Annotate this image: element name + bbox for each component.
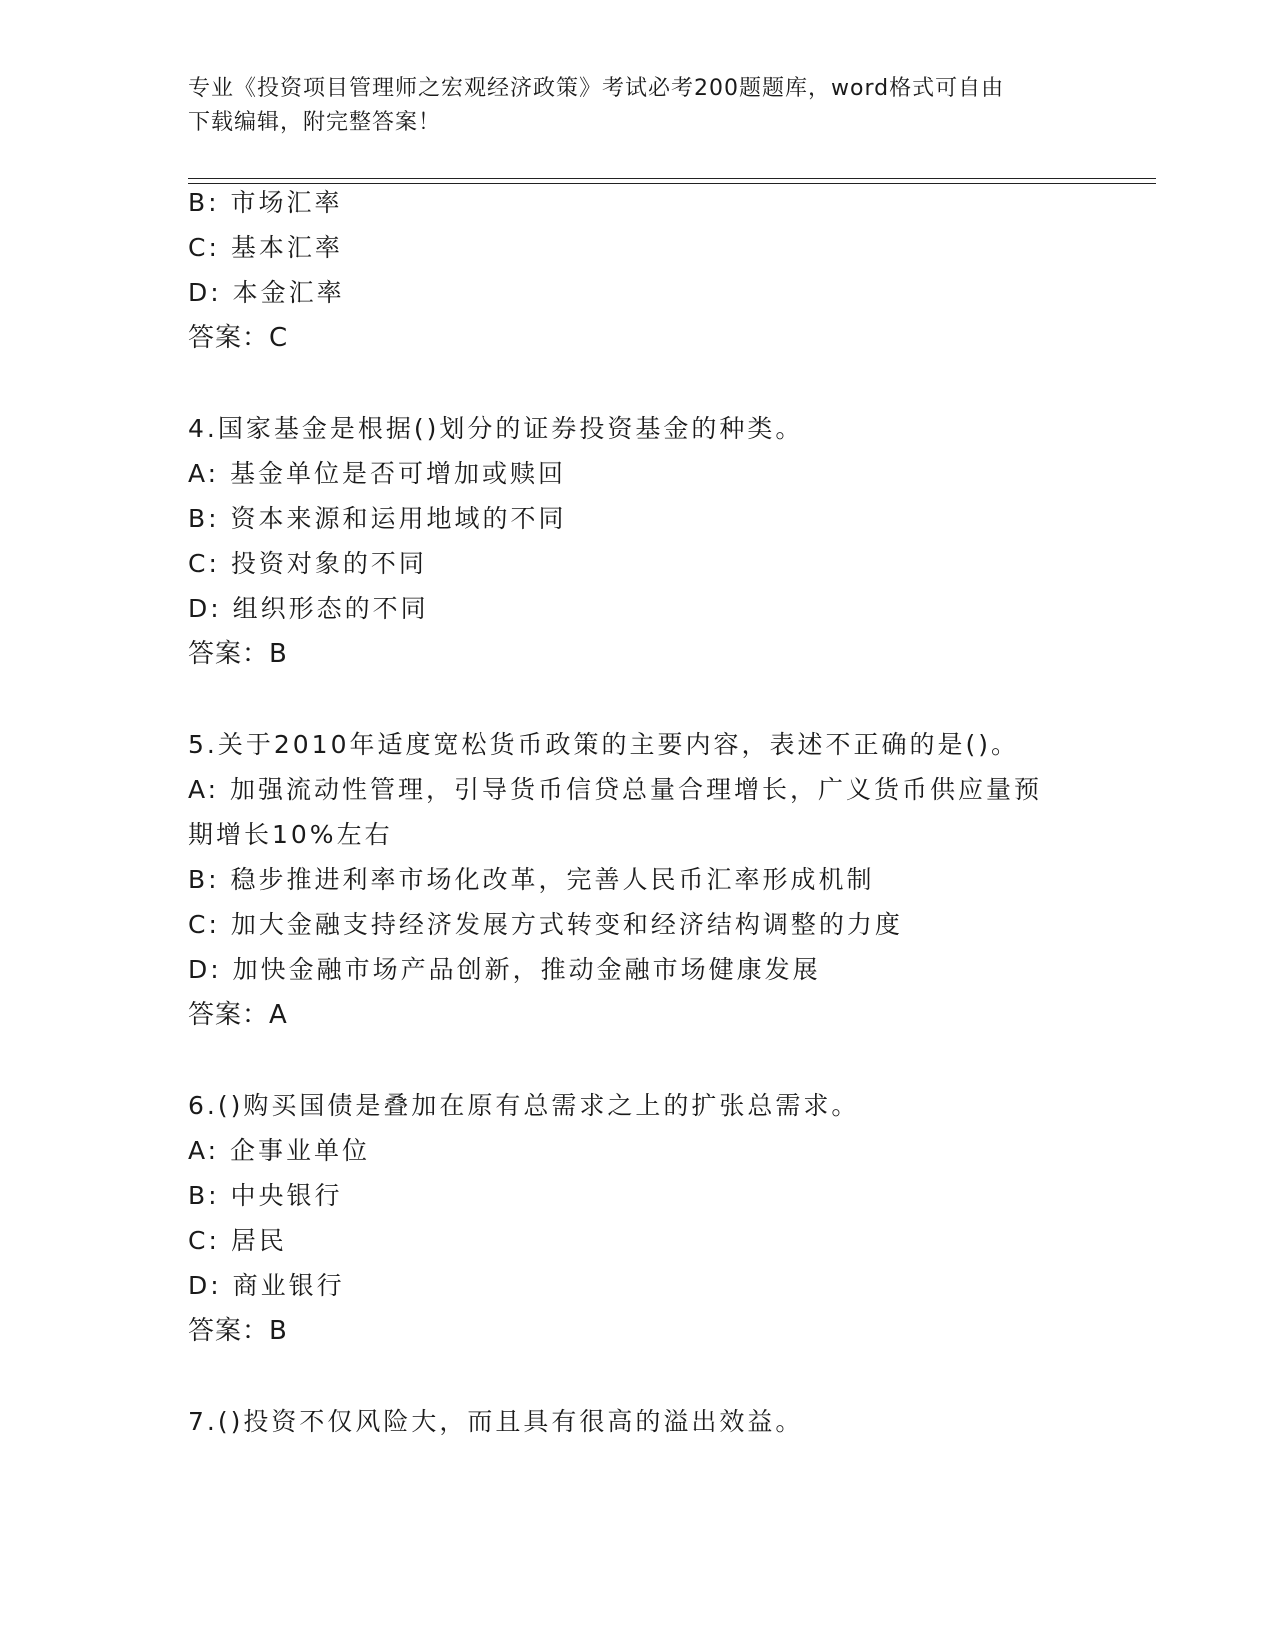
q5-option-a-line-2: 期增长10%左右	[188, 820, 393, 849]
q4-option-d: D: 组织形态的不同	[188, 594, 429, 623]
header-rule-bottom	[188, 183, 1156, 184]
header-title-line-2: 下载编辑，附完整答案！	[188, 110, 442, 135]
q6-answer: 答案：B	[188, 1316, 288, 1346]
q4-option-a: A: 基金单位是否可增加或赎回	[188, 459, 567, 488]
q6-option-b: B: 中央银行	[188, 1181, 343, 1210]
q4-option-b: B: 资本来源和运用地域的不同	[188, 504, 567, 533]
q6-option-c: C: 居民	[188, 1226, 287, 1255]
q7-question: 7.()投资不仅风险大，而且具有很高的溢出效益。	[188, 1407, 804, 1436]
q6-option-d: D: 商业银行	[188, 1271, 345, 1300]
q6-question: 6.()购买国债是叠加在原有总需求之上的扩张总需求。	[188, 1091, 860, 1120]
q3-option-b: B: 市场汇率	[188, 188, 343, 217]
q5-option-c: C: 加大金融支持经济发展方式转变和经济结构调整的力度	[188, 910, 903, 939]
header-rule-top	[188, 178, 1156, 179]
document-header	[188, 72, 1088, 140]
header-title-line-1: 专业《投资项目管理师之宏观经济政策》考试必考200题题库，word格式可自由	[188, 76, 1005, 101]
q4-answer: 答案：B	[188, 639, 288, 669]
q5-answer: 答案：A	[188, 1000, 288, 1030]
q5-option-a-line-1: A: 加强流动性管理，引导货币信贷总量合理增长，广义货币供应量预	[188, 775, 1043, 804]
q4-question: 4.国家基金是根据()划分的证券投资基金的种类。	[188, 414, 804, 443]
q3-answer: 答案：C	[188, 323, 289, 353]
q5-question: 5.关于2010年适度宽松货币政策的主要内容，表述不正确的是()。	[188, 730, 1019, 759]
q6-option-a: A: 企事业单位	[188, 1136, 371, 1165]
q5-option-d: D: 加快金融市场产品创新，推动金融市场健康发展	[188, 955, 821, 984]
q3-option-c: C: 基本汇率	[188, 233, 343, 262]
q5-option-b: B: 稳步推进利率市场化改革，完善人民币汇率形成机制	[188, 865, 875, 894]
q3-option-d: D: 本金汇率	[188, 278, 345, 307]
q4-option-c: C: 投资对象的不同	[188, 549, 427, 578]
